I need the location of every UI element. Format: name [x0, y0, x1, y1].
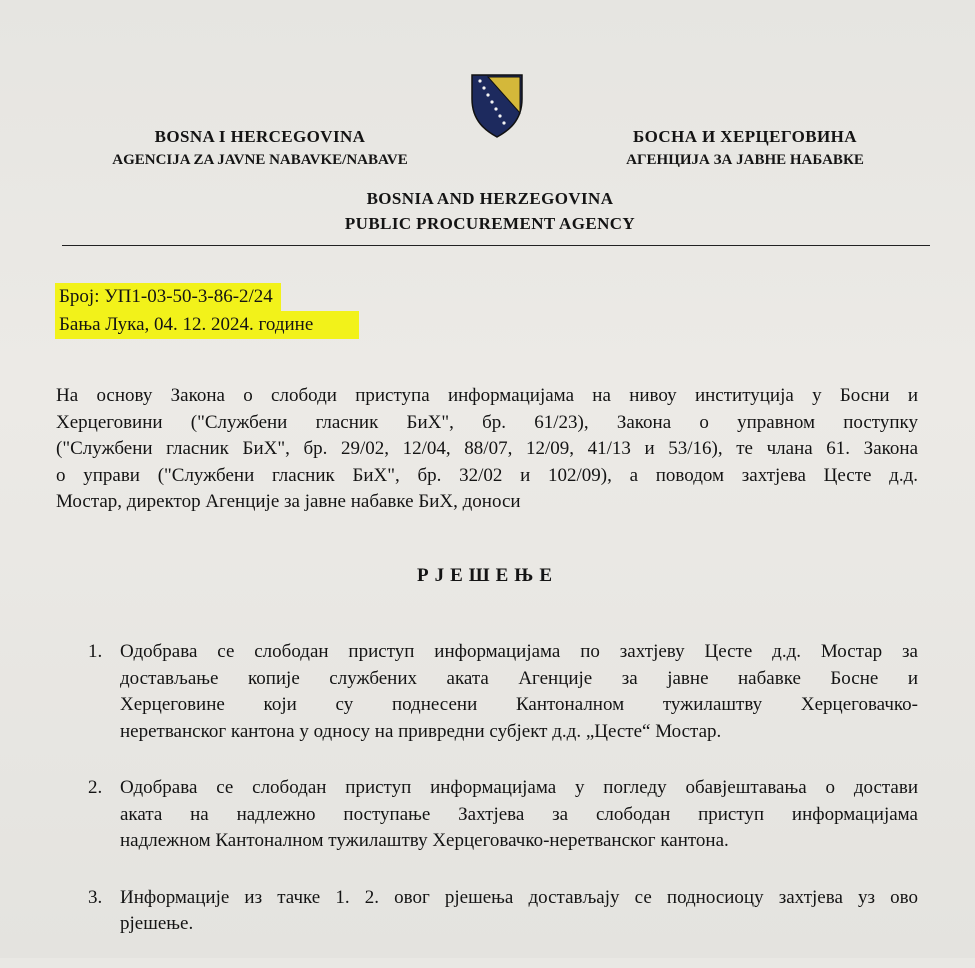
preamble-line: Мостар, директор Агенције за јавне набавке БиХ, доноси [56, 491, 521, 512]
item-line: аката на надлежно поступање Захтјева за слободан приступ информацијама [120, 803, 918, 825]
decision-item-2 [88, 775, 918, 855]
preamble-line: о управи ("Службени гласник БиХ", бр. 32/02 и 102/09), а поводом захтјева Цесте д.д. [56, 464, 918, 486]
preamble-line: Херцеговини ("Службени гласник БиХ", бр. 61/23), Закона о управном поступку [56, 411, 918, 433]
preamble-line: На основу Закона о слободи приступа информацијама на нивоу институција у Босни и [56, 385, 918, 406]
item-number: 2. [88, 777, 103, 798]
item-number: 1. [88, 641, 103, 662]
preamble-line: ("Службени гласник БиХ", бр. 29/02, 12/04, 88/07, 12/09, 41/13 и 53/16), те члана 61. Закона [56, 438, 918, 459]
header-latin-block [60, 124, 460, 171]
header-cyrillic-block [560, 124, 930, 171]
item-line: надлежном Кантоналном тужилаштву Херцеговачко-неретванског кантона. [120, 830, 729, 851]
preamble-paragraph [56, 383, 918, 516]
item-line: рјешење. [120, 913, 194, 934]
agency-name-latin: AGENCIJA ZA JAVNE NABAVKE/NABAVE [112, 152, 408, 168]
decision-items [88, 639, 918, 968]
bih-coat-of-arms-icon [470, 73, 524, 139]
country-name-latin: BOSNA I HERCEGOVINA [154, 127, 366, 146]
header-english-block [240, 186, 740, 236]
reference-block [55, 283, 359, 339]
header-divider [62, 245, 930, 246]
decision-item-1 [88, 639, 918, 745]
country-name-english: BOSNIA AND HERZEGOVINA [366, 189, 614, 208]
item-number: 3. [88, 886, 103, 908]
place-and-date: Бања Лука, 04. 12. 2024. године [55, 311, 359, 339]
country-name-cyrillic: БОСНА И ХЕРЦЕГОВИНА [633, 127, 857, 146]
agency-name-english: PUBLIC PROCUREMENT AGENCY [344, 214, 636, 233]
reference-number: Број: УП1-03-50-3-86-2/24 [55, 283, 281, 311]
item-line: Информације из тачке 1. 2. овог рјешења достављају се подносиоцу захтјева уз ово [120, 886, 918, 908]
item-line: Одобрава се слободан приступ информацијама по захтјеву Цесте д.д. Мостар за [120, 641, 918, 662]
item-line: Одобрава се слободан приступ информацијама у погледу обавјештавања о достави [120, 777, 918, 798]
decision-title: РЈЕШЕЊЕ [416, 565, 559, 586]
item-line: неретванског кантона у односу на привредни субјект д.д. „Цесте“ Мостар. [120, 720, 722, 742]
decision-item-3 [88, 885, 918, 938]
agency-name-cyrillic: АГЕНЦИЈА ЗА ЈАВНЕ НАБАВКЕ [626, 152, 864, 168]
item-line: достављање копије службених аката Агенције за јавне набавке Босне и [120, 667, 918, 689]
item-line: Херцеговине који су поднесени Кантоналном тужилаштву Херцеговачко- [120, 694, 918, 715]
